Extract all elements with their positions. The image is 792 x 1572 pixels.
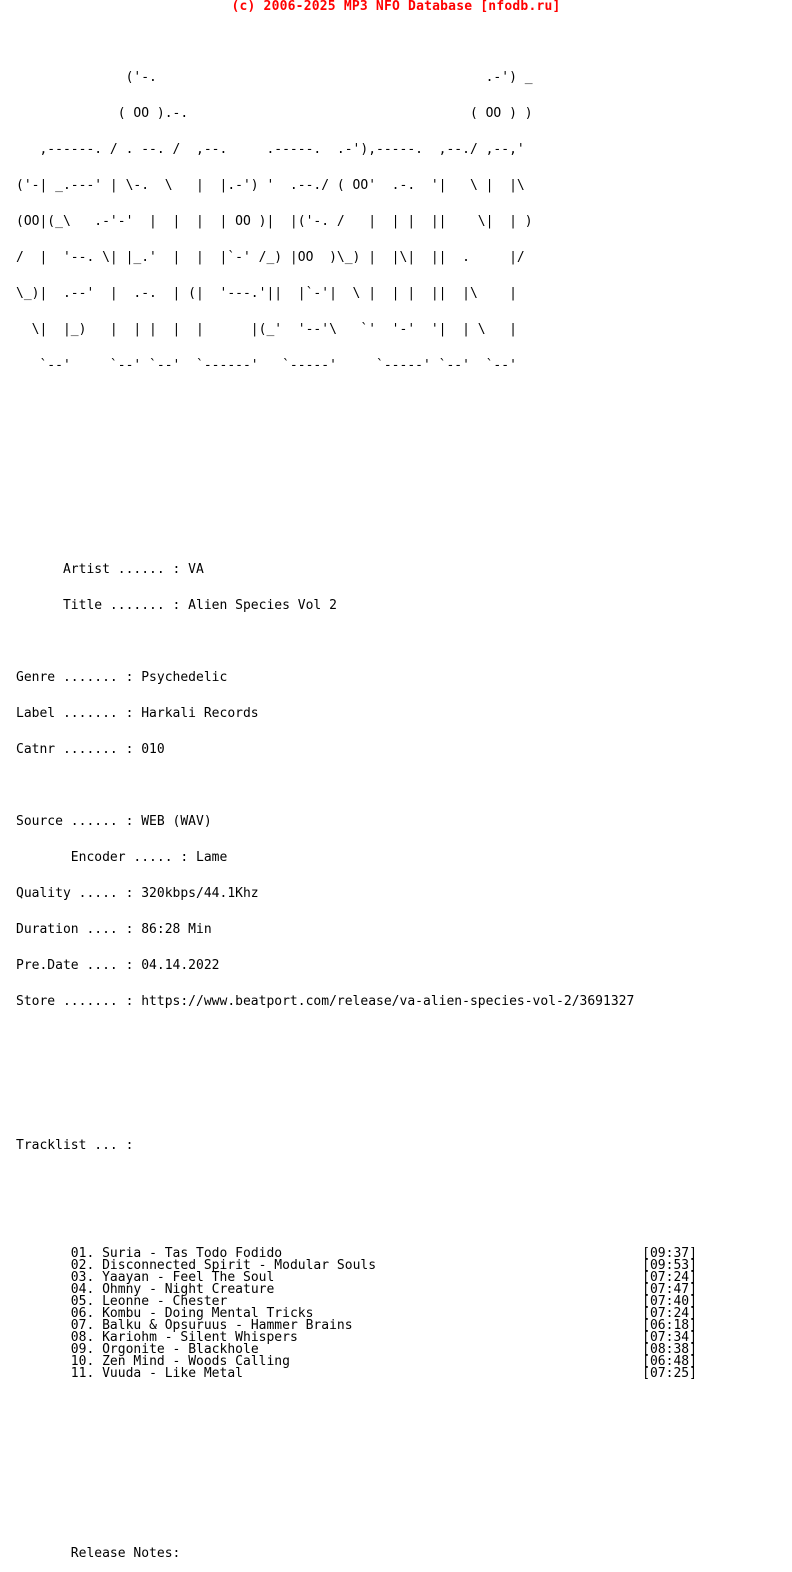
track-duration: [07:40] (642, 1294, 697, 1309)
track-duration: [07:47] (642, 1282, 697, 1297)
logo-line: \| |_) | | | | | |(_' '--'\ `' '-' '| | \ | (16, 322, 517, 337)
track-duration: [08:38] (642, 1342, 697, 1357)
label-line: Label ....... : Harkali Records (16, 706, 259, 721)
track-number: 08. (70, 1330, 95, 1345)
track-title: Disconnected Spirit - Modular Souls (102, 1258, 377, 1273)
quality-line: Quality ..... : 320kbps/44.1Khz (16, 886, 259, 901)
track-title: Yaayan - Feel The Soul (102, 1270, 275, 1285)
nfo-text-body (16, 24, 697, 1572)
track-duration: [06:18] (642, 1318, 697, 1333)
ascii-logo (16, 48, 697, 396)
track-number: 01. (70, 1246, 95, 1261)
track-title: Ohmny - Night Creature (102, 1282, 275, 1297)
artist-line: Artist ...... : VA (16, 562, 204, 577)
track-number: 10. (70, 1354, 95, 1369)
encoder-line: Encoder ..... : Lame (16, 850, 228, 865)
track-title: Zen Mind - Woods Calling (102, 1354, 290, 1369)
track-number: 02. (70, 1258, 95, 1273)
logo-line: (OO|(_\ .-'-' | | | | OO )| |('-. / | | | || \| | ) (16, 214, 533, 229)
track-title: Suria - Tas Todo Fodido (102, 1246, 283, 1261)
predate-line: Pre.Date .... : 04.14.2022 (16, 958, 220, 973)
release-notes-heading: Release Notes: (16, 1546, 181, 1561)
track-duration: [07:25] (642, 1366, 697, 1381)
track-number: 05. (70, 1294, 95, 1309)
logo-line: \_)| .--' | .-. | (| '---.'|| |`-'| \ | | | || |\ | (16, 286, 517, 301)
track-title: Kombu - Doing Mental Tricks (102, 1306, 314, 1321)
logo-line: ,------. / . --. / ,--. .-----. .-'),-----. ,--./ ,--,' (16, 142, 525, 157)
source-line: Source ...... : WEB (WAV) (16, 814, 212, 829)
track-title: Balku & Opsuruus - Hammer Brains (102, 1318, 353, 1333)
logo-line: ( OO ).-. ( OO ) ) (16, 106, 533, 121)
track-title: Vuuda - Like Metal (102, 1366, 243, 1381)
track-title: Kariohm - Silent Whispers (102, 1330, 298, 1345)
nfodb-banner: (c) 2006-2025 MP3 NFO Database [nfodb.ru] (231, 0, 561, 14)
track-duration: [06:48] (642, 1354, 697, 1369)
catnr-line: Catnr ....... : 010 (16, 742, 165, 757)
logo-line: ('-. .-') _ (16, 70, 533, 85)
track-title: Leonne - Chester (102, 1294, 228, 1309)
duration-line: Duration .... : 86:28 Min (16, 922, 212, 937)
track-duration: [07:34] (642, 1330, 697, 1345)
track-duration: [07:24] (642, 1270, 697, 1285)
tracklist (16, 1248, 697, 1380)
track-row (16, 1368, 697, 1380)
logo-line: / | '--. \| |_.' | | |`-' /_) |OO )\_) | |\| || . |/ (16, 250, 525, 265)
track-number: 06. (70, 1306, 95, 1321)
track-title: Orgonite - Blackhole (102, 1342, 259, 1357)
store-line: Store ....... : https://www.beatport.com/release/va-alien-species-vol-2/3691327 (16, 994, 635, 1009)
logo-line: ('-| _.---' | \-. \ | |.-') ' .--./ ( OO' .-. '| \ | |\ (16, 178, 525, 193)
track-number: 04. (70, 1282, 95, 1297)
track-duration: [09:53] (642, 1258, 697, 1273)
tracklist-heading: Tracklist ... : (16, 1138, 134, 1153)
track-number: 03. (70, 1270, 95, 1285)
track-number: 09. (70, 1342, 95, 1357)
track-number: 11. (70, 1366, 95, 1381)
track-duration: [09:37] (642, 1246, 697, 1261)
track-duration: [07:24] (642, 1306, 697, 1321)
genre-line: Genre ....... : Psychedelic (16, 670, 228, 685)
logo-line: `--' `--' `--' `------' `-----' `-----' `--' `--' (16, 358, 517, 373)
track-number: 07. (70, 1318, 95, 1333)
title-line: Title ....... : Alien Species Vol 2 (16, 598, 337, 613)
